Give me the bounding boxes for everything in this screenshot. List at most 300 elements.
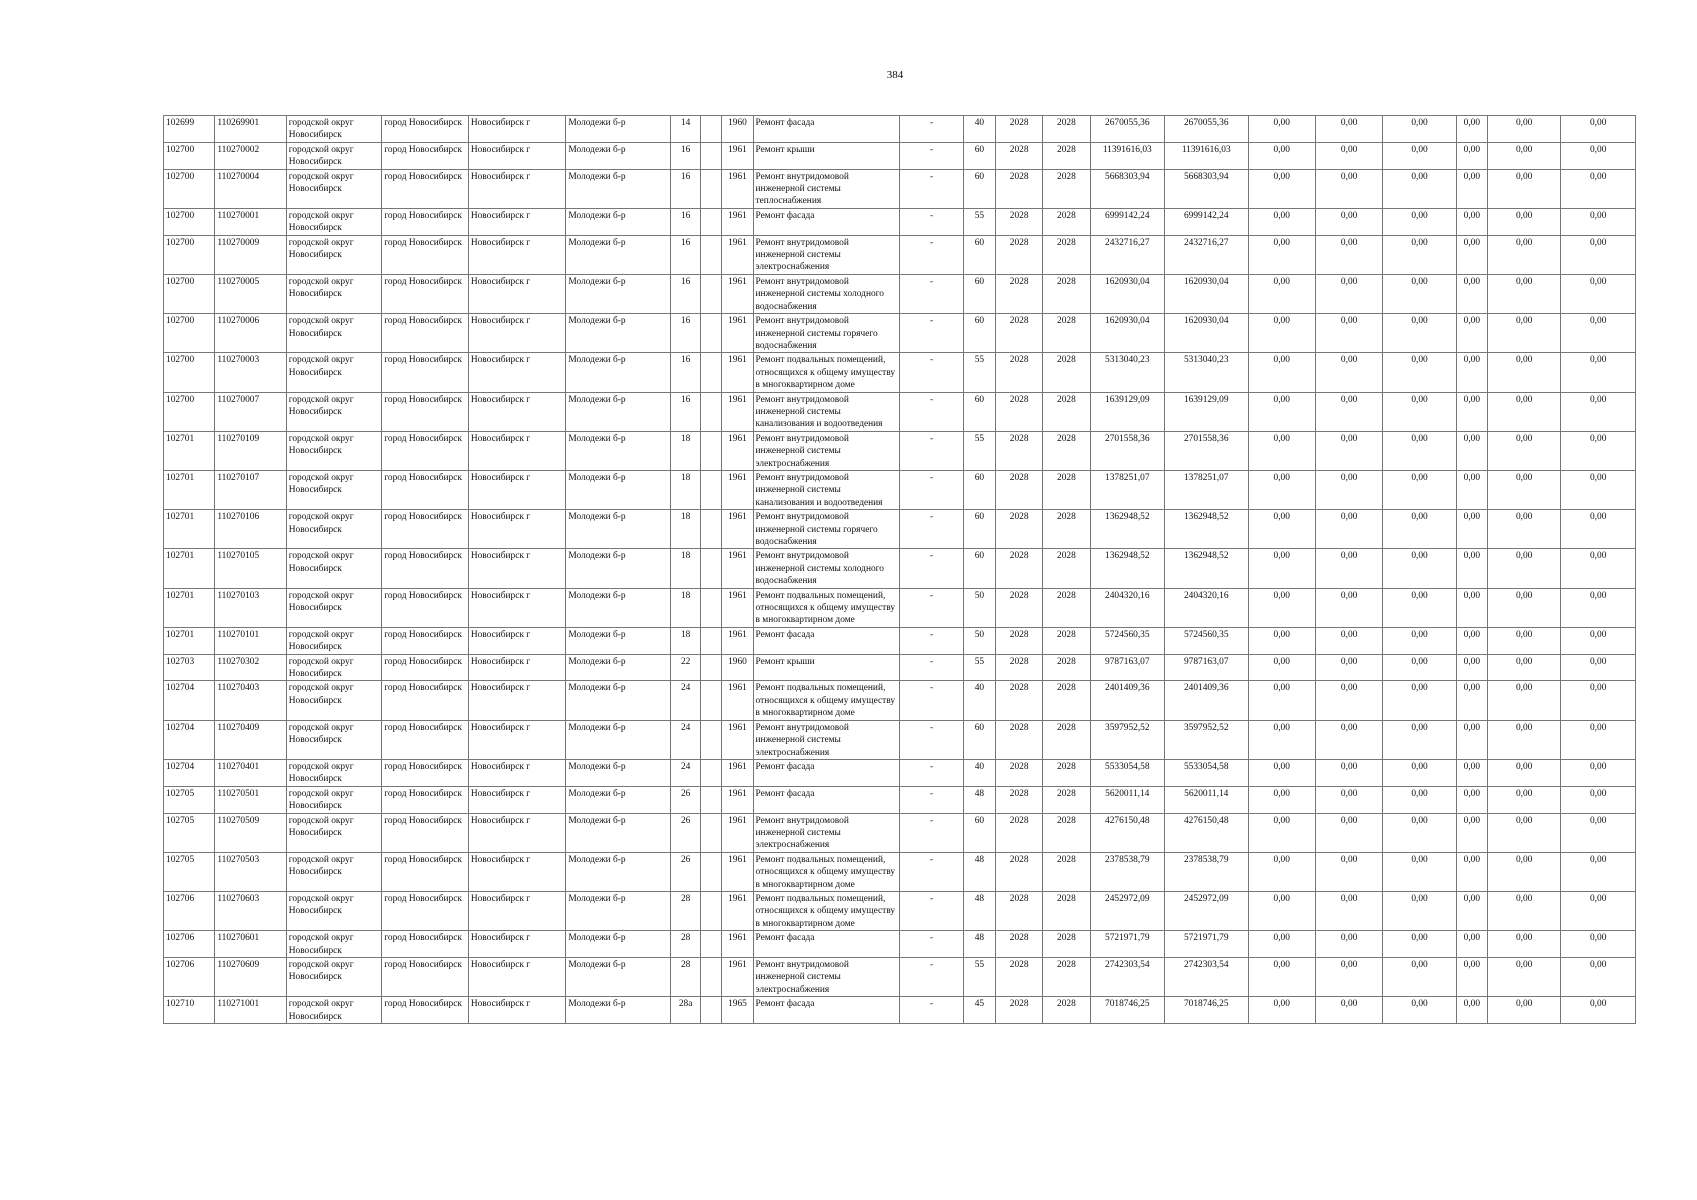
total-cost-cell: 7018746,25 xyxy=(1090,997,1164,1024)
wear-percent-cell: 60 xyxy=(963,813,995,852)
house-number-cell: 26 xyxy=(671,813,701,852)
street-cell: Молодежи б-р xyxy=(566,431,671,470)
federal-funds-cell: 0,00 xyxy=(1248,654,1315,681)
municipality-cell: городской округ Новосибирск xyxy=(286,627,382,654)
house-code-cell: 102706 xyxy=(164,891,215,930)
work-type-cell: Ремонт подвальных помещений, относящихся к общему имуществу в многоквартирном доме xyxy=(753,588,900,627)
settlement-cell: город Новосибирск xyxy=(382,353,469,392)
other-funds-cell: 0,00 xyxy=(1487,627,1560,654)
locality-cell: Новосибирск г xyxy=(468,627,566,654)
house-number-cell: 28 xyxy=(671,891,701,930)
plan-year-start-cell: 2028 xyxy=(995,169,1042,208)
owners-funds-cell: 0,00 xyxy=(1456,720,1487,759)
work-type-cell: Ремонт подвальных помещений, относящихся к общему имуществу в многоквартирном доме xyxy=(753,681,900,720)
plan-year-start-cell: 2028 xyxy=(995,470,1042,509)
regional-budget-cell: 0,00 xyxy=(1315,431,1382,470)
federal-funds-cell: 0,00 xyxy=(1248,852,1315,891)
registry-table xyxy=(163,115,1636,1024)
municipality-cell: городской округ Новосибирск xyxy=(286,958,382,997)
settlement-cell: город Новосибирск xyxy=(382,235,469,274)
plan-year-start-cell: 2028 xyxy=(995,786,1042,813)
dash-cell: - xyxy=(900,470,963,509)
regional-budget-cell: 0,00 xyxy=(1315,392,1382,431)
reserve-funds-cell: 0,00 xyxy=(1561,314,1636,353)
house-code-cell: 102700 xyxy=(164,392,215,431)
work-type-cell: Ремонт подвальных помещений, относящихся к общему имуществу в многоквартирном доме xyxy=(753,852,900,891)
settlement-cell: город Новосибирск xyxy=(382,142,469,169)
reserve-funds-cell: 0,00 xyxy=(1561,392,1636,431)
other-funds-cell: 0,00 xyxy=(1487,142,1560,169)
municipality-cell: городской округ Новосибирск xyxy=(286,588,382,627)
settlement-cell: город Новосибирск xyxy=(382,681,469,720)
wear-percent-cell: 48 xyxy=(963,931,995,958)
locality-cell: Новосибирск г xyxy=(468,681,566,720)
house-code-cell: 102700 xyxy=(164,208,215,235)
wear-percent-cell: 50 xyxy=(963,588,995,627)
street-cell: Молодежи б-р xyxy=(566,208,671,235)
dash-cell: - xyxy=(900,142,963,169)
owners-funds-cell: 0,00 xyxy=(1456,813,1487,852)
municipality-cell: городской округ Новосибирск xyxy=(286,431,382,470)
municipality-cell: городской округ Новосибирск xyxy=(286,142,382,169)
federal-funds-cell: 0,00 xyxy=(1248,353,1315,392)
total-cost-cell: 2701558,36 xyxy=(1090,431,1164,470)
year-built-cell: 1961 xyxy=(722,549,753,588)
plan-year-start-cell: 2028 xyxy=(995,588,1042,627)
owners-funds-cell: 0,00 xyxy=(1456,931,1487,958)
plan-year-end-cell: 2028 xyxy=(1043,958,1090,997)
federal-funds-cell: 0,00 xyxy=(1248,208,1315,235)
work-code-cell: 110270007 xyxy=(215,392,286,431)
building-cell xyxy=(701,353,722,392)
house-code-cell: 102706 xyxy=(164,931,215,958)
dash-cell: - xyxy=(900,314,963,353)
dash-cell: - xyxy=(900,588,963,627)
dash-cell: - xyxy=(900,759,963,786)
work-code-cell: 110270409 xyxy=(215,720,286,759)
other-funds-cell: 0,00 xyxy=(1487,208,1560,235)
house-code-cell: 102704 xyxy=(164,759,215,786)
reserve-funds-cell: 0,00 xyxy=(1561,142,1636,169)
dash-cell: - xyxy=(900,891,963,930)
plan-year-end-cell: 2028 xyxy=(1043,314,1090,353)
federal-funds-cell: 0,00 xyxy=(1248,142,1315,169)
wear-percent-cell: 55 xyxy=(963,208,995,235)
plan-year-end-cell: 2028 xyxy=(1043,116,1090,143)
wear-percent-cell: 48 xyxy=(963,891,995,930)
year-built-cell: 1961 xyxy=(722,852,753,891)
federal-funds-cell: 0,00 xyxy=(1248,720,1315,759)
municipality-cell: городской округ Новосибирск xyxy=(286,169,382,208)
dash-cell: - xyxy=(900,654,963,681)
other-funds-cell: 0,00 xyxy=(1487,852,1560,891)
work-type-cell: Ремонт фасада xyxy=(753,208,900,235)
owners-funds-cell: 0,00 xyxy=(1456,588,1487,627)
dash-cell: - xyxy=(900,510,963,549)
work-code-cell: 110270503 xyxy=(215,852,286,891)
year-built-cell: 1961 xyxy=(722,931,753,958)
table-row xyxy=(164,353,1636,392)
total-cost-cell: 3597952,52 xyxy=(1090,720,1164,759)
dash-cell: - xyxy=(900,208,963,235)
regional-budget-cell: 0,00 xyxy=(1315,470,1382,509)
work-code-cell: 110270106 xyxy=(215,510,286,549)
table-row xyxy=(164,786,1636,813)
reserve-funds-cell: 0,00 xyxy=(1561,931,1636,958)
work-code-cell: 110270107 xyxy=(215,470,286,509)
regional-budget-cell: 0,00 xyxy=(1315,759,1382,786)
wear-percent-cell: 60 xyxy=(963,314,995,353)
work-type-cell: Ремонт подвальных помещений, относящихся к общему имуществу в многоквартирном доме xyxy=(753,891,900,930)
locality-cell: Новосибирск г xyxy=(468,891,566,930)
dash-cell: - xyxy=(900,931,963,958)
table-row xyxy=(164,997,1636,1024)
plan-year-end-cell: 2028 xyxy=(1043,274,1090,313)
plan-year-start-cell: 2028 xyxy=(995,510,1042,549)
settlement-cell: город Новосибирск xyxy=(382,431,469,470)
work-code-cell: 110270401 xyxy=(215,759,286,786)
street-cell: Молодежи б-р xyxy=(566,353,671,392)
street-cell: Молодежи б-р xyxy=(566,392,671,431)
federal-funds-cell: 0,00 xyxy=(1248,510,1315,549)
plan-year-start-cell: 2028 xyxy=(995,997,1042,1024)
work-code-cell: 110270509 xyxy=(215,813,286,852)
owners-funds-cell: 0,00 xyxy=(1456,142,1487,169)
local-budget-cell: 0,00 xyxy=(1383,627,1456,654)
dash-cell: - xyxy=(900,549,963,588)
house-code-cell: 102701 xyxy=(164,431,215,470)
locality-cell: Новосибирск г xyxy=(468,470,566,509)
plan-year-start-cell: 2028 xyxy=(995,431,1042,470)
house-code-cell: 102703 xyxy=(164,654,215,681)
work-type-cell: Ремонт внутридомовой инженерной системы электроснабжения xyxy=(753,720,900,759)
dash-cell: - xyxy=(900,169,963,208)
reserve-funds-cell: 0,00 xyxy=(1561,431,1636,470)
work-type-cell: Ремонт внутридомовой инженерной системы горячего водоснабжения xyxy=(753,314,900,353)
regional-budget-cell: 0,00 xyxy=(1315,627,1382,654)
house-number-cell: 16 xyxy=(671,169,701,208)
house-code-cell: 102704 xyxy=(164,720,215,759)
other-funds-cell: 0,00 xyxy=(1487,314,1560,353)
settlement-cell: город Новосибирск xyxy=(382,208,469,235)
house-code-cell: 102700 xyxy=(164,169,215,208)
work-type-cell: Ремонт фасада xyxy=(753,627,900,654)
total-cost-cell: 5313040,23 xyxy=(1090,353,1164,392)
federal-funds-cell: 0,00 xyxy=(1248,392,1315,431)
municipality-cell: городской округ Новосибирск xyxy=(286,470,382,509)
owners-funds-cell: 0,00 xyxy=(1456,510,1487,549)
table-row xyxy=(164,510,1636,549)
regional-fund-cell: 5721971,79 xyxy=(1165,931,1249,958)
municipality-cell: городской округ Новосибирск xyxy=(286,852,382,891)
year-built-cell: 1961 xyxy=(722,786,753,813)
house-code-cell: 102705 xyxy=(164,852,215,891)
plan-year-end-cell: 2028 xyxy=(1043,169,1090,208)
work-type-cell: Ремонт крыши xyxy=(753,142,900,169)
regional-fund-cell: 2378538,79 xyxy=(1165,852,1249,891)
dash-cell: - xyxy=(900,353,963,392)
building-cell xyxy=(701,549,722,588)
other-funds-cell: 0,00 xyxy=(1487,169,1560,208)
house-number-cell: 26 xyxy=(671,852,701,891)
locality-cell: Новосибирск г xyxy=(468,392,566,431)
wear-percent-cell: 45 xyxy=(963,997,995,1024)
other-funds-cell: 0,00 xyxy=(1487,549,1560,588)
table-row xyxy=(164,169,1636,208)
work-code-cell: 110270009 xyxy=(215,235,286,274)
total-cost-cell: 5668303,94 xyxy=(1090,169,1164,208)
plan-year-end-cell: 2028 xyxy=(1043,235,1090,274)
plan-year-end-cell: 2028 xyxy=(1043,931,1090,958)
wear-percent-cell: 55 xyxy=(963,431,995,470)
owners-funds-cell: 0,00 xyxy=(1456,274,1487,313)
reserve-funds-cell: 0,00 xyxy=(1561,891,1636,930)
owners-funds-cell: 0,00 xyxy=(1456,116,1487,143)
other-funds-cell: 0,00 xyxy=(1487,588,1560,627)
municipality-cell: городской округ Новосибирск xyxy=(286,274,382,313)
reserve-funds-cell: 0,00 xyxy=(1561,116,1636,143)
total-cost-cell: 11391616,03 xyxy=(1090,142,1164,169)
work-type-cell: Ремонт внутридомовой инженерной системы электроснабжения xyxy=(753,235,900,274)
table-row xyxy=(164,720,1636,759)
plan-year-start-cell: 2028 xyxy=(995,654,1042,681)
municipality-cell: городской округ Новосибирск xyxy=(286,235,382,274)
dash-cell: - xyxy=(900,431,963,470)
other-funds-cell: 0,00 xyxy=(1487,958,1560,997)
settlement-cell: город Новосибирск xyxy=(382,169,469,208)
reserve-funds-cell: 0,00 xyxy=(1561,681,1636,720)
local-budget-cell: 0,00 xyxy=(1383,274,1456,313)
plan-year-start-cell: 2028 xyxy=(995,208,1042,235)
local-budget-cell: 0,00 xyxy=(1383,353,1456,392)
building-cell xyxy=(701,431,722,470)
dash-cell: - xyxy=(900,392,963,431)
regional-fund-cell: 1620930,04 xyxy=(1165,314,1249,353)
table-row xyxy=(164,235,1636,274)
total-cost-cell: 5721971,79 xyxy=(1090,931,1164,958)
regional-fund-cell: 5620011,14 xyxy=(1165,786,1249,813)
table-row xyxy=(164,891,1636,930)
reserve-funds-cell: 0,00 xyxy=(1561,549,1636,588)
reserve-funds-cell: 0,00 xyxy=(1561,353,1636,392)
regional-fund-cell: 5724560,35 xyxy=(1165,627,1249,654)
house-code-cell: 102700 xyxy=(164,274,215,313)
building-cell xyxy=(701,392,722,431)
local-budget-cell: 0,00 xyxy=(1383,470,1456,509)
federal-funds-cell: 0,00 xyxy=(1248,169,1315,208)
owners-funds-cell: 0,00 xyxy=(1456,353,1487,392)
locality-cell: Новосибирск г xyxy=(468,116,566,143)
owners-funds-cell: 0,00 xyxy=(1456,169,1487,208)
regional-fund-cell: 2401409,36 xyxy=(1165,681,1249,720)
federal-funds-cell: 0,00 xyxy=(1248,891,1315,930)
total-cost-cell: 1362948,52 xyxy=(1090,549,1164,588)
house-number-cell: 18 xyxy=(671,549,701,588)
table-row xyxy=(164,681,1636,720)
other-funds-cell: 0,00 xyxy=(1487,353,1560,392)
total-cost-cell: 1620930,04 xyxy=(1090,274,1164,313)
local-budget-cell: 0,00 xyxy=(1383,314,1456,353)
wear-percent-cell: 60 xyxy=(963,392,995,431)
house-number-cell: 18 xyxy=(671,470,701,509)
total-cost-cell: 2670055,36 xyxy=(1090,116,1164,143)
house-code-cell: 102700 xyxy=(164,314,215,353)
building-cell xyxy=(701,720,722,759)
house-number-cell: 14 xyxy=(671,116,701,143)
regional-budget-cell: 0,00 xyxy=(1315,681,1382,720)
total-cost-cell: 1620930,04 xyxy=(1090,314,1164,353)
year-built-cell: 1961 xyxy=(722,720,753,759)
other-funds-cell: 0,00 xyxy=(1487,235,1560,274)
table-row xyxy=(164,274,1636,313)
house-code-cell: 102700 xyxy=(164,353,215,392)
work-type-cell: Ремонт фасада xyxy=(753,759,900,786)
other-funds-cell: 0,00 xyxy=(1487,759,1560,786)
plan-year-end-cell: 2028 xyxy=(1043,759,1090,786)
reserve-funds-cell: 0,00 xyxy=(1561,786,1636,813)
regional-fund-cell: 5313040,23 xyxy=(1165,353,1249,392)
work-code-cell: 110270103 xyxy=(215,588,286,627)
regional-fund-cell: 1362948,52 xyxy=(1165,510,1249,549)
dash-cell: - xyxy=(900,274,963,313)
street-cell: Молодежи б-р xyxy=(566,759,671,786)
building-cell xyxy=(701,116,722,143)
regional-budget-cell: 0,00 xyxy=(1315,208,1382,235)
house-number-cell: 18 xyxy=(671,588,701,627)
regional-fund-cell: 3597952,52 xyxy=(1165,720,1249,759)
table-row xyxy=(164,431,1636,470)
regional-fund-cell: 1362948,52 xyxy=(1165,549,1249,588)
work-code-cell: 110270001 xyxy=(215,208,286,235)
plan-year-end-cell: 2028 xyxy=(1043,997,1090,1024)
regional-fund-cell: 6999142,24 xyxy=(1165,208,1249,235)
street-cell: Молодежи б-р xyxy=(566,470,671,509)
building-cell xyxy=(701,510,722,549)
building-cell xyxy=(701,169,722,208)
year-built-cell: 1961 xyxy=(722,627,753,654)
year-built-cell: 1961 xyxy=(722,274,753,313)
federal-funds-cell: 0,00 xyxy=(1248,681,1315,720)
house-number-cell: 26 xyxy=(671,786,701,813)
municipality-cell: городской округ Новосибирск xyxy=(286,392,382,431)
regional-budget-cell: 0,00 xyxy=(1315,549,1382,588)
owners-funds-cell: 0,00 xyxy=(1456,759,1487,786)
building-cell xyxy=(701,654,722,681)
owners-funds-cell: 0,00 xyxy=(1456,786,1487,813)
house-number-cell: 16 xyxy=(671,392,701,431)
owners-funds-cell: 0,00 xyxy=(1456,470,1487,509)
local-budget-cell: 0,00 xyxy=(1383,891,1456,930)
municipality-cell: городской округ Новосибирск xyxy=(286,681,382,720)
plan-year-start-cell: 2028 xyxy=(995,891,1042,930)
year-built-cell: 1961 xyxy=(722,208,753,235)
street-cell: Молодежи б-р xyxy=(566,654,671,681)
dash-cell: - xyxy=(900,786,963,813)
federal-funds-cell: 0,00 xyxy=(1248,786,1315,813)
year-built-cell: 1961 xyxy=(722,235,753,274)
house-number-cell: 22 xyxy=(671,654,701,681)
federal-funds-cell: 0,00 xyxy=(1248,759,1315,786)
table-row xyxy=(164,392,1636,431)
house-number-cell: 16 xyxy=(671,314,701,353)
reserve-funds-cell: 0,00 xyxy=(1561,627,1636,654)
reserve-funds-cell: 0,00 xyxy=(1561,470,1636,509)
plan-year-end-cell: 2028 xyxy=(1043,392,1090,431)
other-funds-cell: 0,00 xyxy=(1487,813,1560,852)
local-budget-cell: 0,00 xyxy=(1383,392,1456,431)
owners-funds-cell: 0,00 xyxy=(1456,852,1487,891)
building-cell xyxy=(701,208,722,235)
table-row xyxy=(164,588,1636,627)
federal-funds-cell: 0,00 xyxy=(1248,314,1315,353)
settlement-cell: город Новосибирск xyxy=(382,510,469,549)
plan-year-end-cell: 2028 xyxy=(1043,470,1090,509)
house-number-cell: 18 xyxy=(671,431,701,470)
work-type-cell: Ремонт внутридомовой инженерной системы холодного водоснабжения xyxy=(753,274,900,313)
table-row xyxy=(164,852,1636,891)
plan-year-end-cell: 2028 xyxy=(1043,786,1090,813)
other-funds-cell: 0,00 xyxy=(1487,654,1560,681)
street-cell: Молодежи б-р xyxy=(566,274,671,313)
table-row xyxy=(164,314,1636,353)
locality-cell: Новосибирск г xyxy=(468,813,566,852)
dash-cell: - xyxy=(900,997,963,1024)
dash-cell: - xyxy=(900,720,963,759)
plan-year-end-cell: 2028 xyxy=(1043,852,1090,891)
plan-year-start-cell: 2028 xyxy=(995,931,1042,958)
wear-percent-cell: 55 xyxy=(963,958,995,997)
regional-budget-cell: 0,00 xyxy=(1315,235,1382,274)
federal-funds-cell: 0,00 xyxy=(1248,627,1315,654)
wear-percent-cell: 40 xyxy=(963,759,995,786)
plan-year-end-cell: 2028 xyxy=(1043,431,1090,470)
plan-year-end-cell: 2028 xyxy=(1043,654,1090,681)
regional-budget-cell: 0,00 xyxy=(1315,891,1382,930)
locality-cell: Новосибирск г xyxy=(468,997,566,1024)
table-row xyxy=(164,549,1636,588)
settlement-cell: город Новосибирск xyxy=(382,549,469,588)
building-cell xyxy=(701,627,722,654)
owners-funds-cell: 0,00 xyxy=(1456,392,1487,431)
plan-year-start-cell: 2028 xyxy=(995,142,1042,169)
municipality-cell: городской округ Новосибирск xyxy=(286,720,382,759)
reserve-funds-cell: 0,00 xyxy=(1561,813,1636,852)
locality-cell: Новосибирск г xyxy=(468,274,566,313)
other-funds-cell: 0,00 xyxy=(1487,116,1560,143)
building-cell xyxy=(701,470,722,509)
locality-cell: Новосибирск г xyxy=(468,510,566,549)
plan-year-start-cell: 2028 xyxy=(995,759,1042,786)
local-budget-cell: 0,00 xyxy=(1383,720,1456,759)
local-budget-cell: 0,00 xyxy=(1383,759,1456,786)
work-code-cell: 110270004 xyxy=(215,169,286,208)
year-built-cell: 1961 xyxy=(722,813,753,852)
other-funds-cell: 0,00 xyxy=(1487,786,1560,813)
owners-funds-cell: 0,00 xyxy=(1456,891,1487,930)
municipality-cell: городской округ Новосибирск xyxy=(286,116,382,143)
building-cell xyxy=(701,891,722,930)
regional-budget-cell: 0,00 xyxy=(1315,510,1382,549)
locality-cell: Новосибирск г xyxy=(468,208,566,235)
other-funds-cell: 0,00 xyxy=(1487,891,1560,930)
year-built-cell: 1961 xyxy=(722,588,753,627)
settlement-cell: город Новосибирск xyxy=(382,931,469,958)
federal-funds-cell: 0,00 xyxy=(1248,549,1315,588)
house-code-cell: 102705 xyxy=(164,786,215,813)
municipality-cell: городской округ Новосибирск xyxy=(286,997,382,1024)
regional-budget-cell: 0,00 xyxy=(1315,931,1382,958)
year-built-cell: 1961 xyxy=(722,681,753,720)
